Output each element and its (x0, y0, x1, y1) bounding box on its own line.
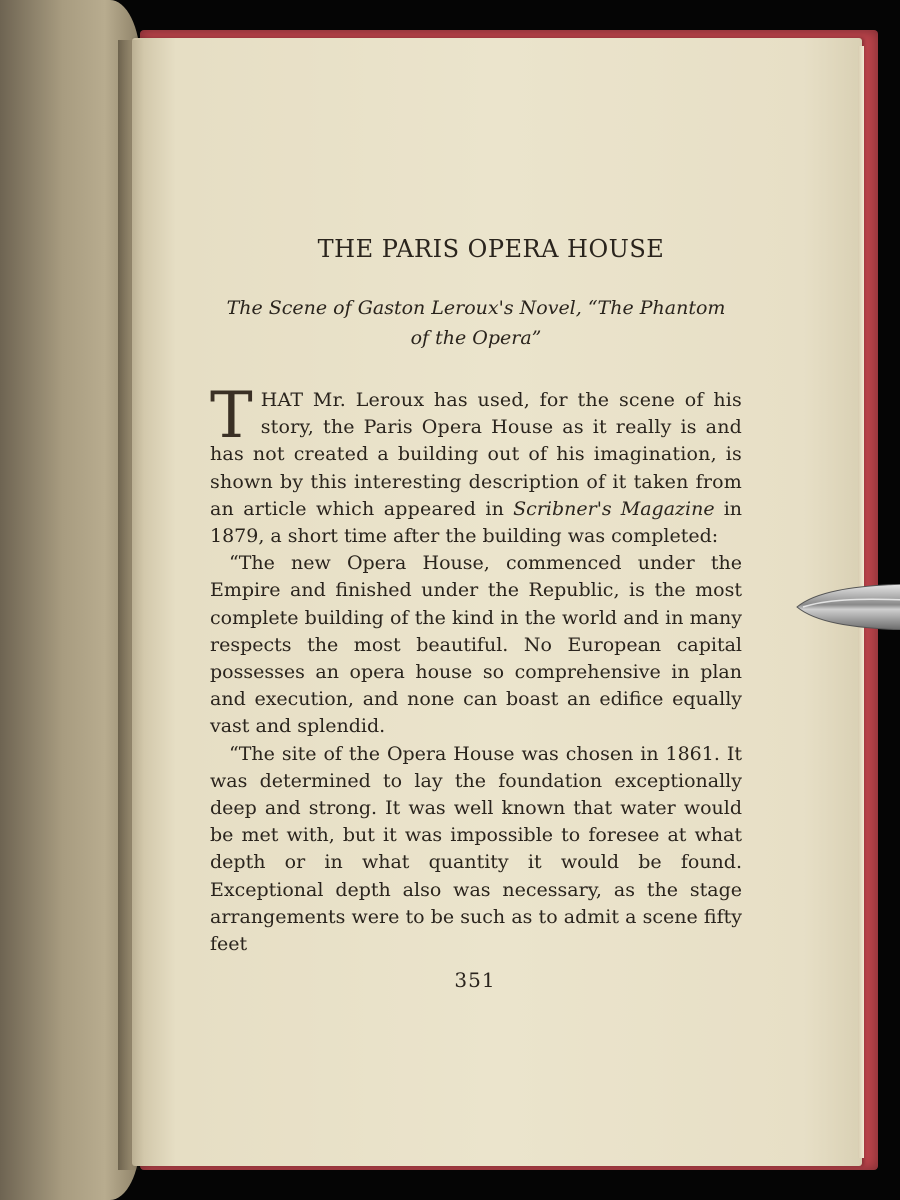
page-subtitle (210, 293, 742, 353)
paragraph-1-lead: HAT Mr. Leroux has used, for the scene of his story, the Paris Opera House as it really is and has not created a building out of his imagination, is shown by this interesting description of it taken from an article which appeared in (210, 389, 742, 520)
page-number: 351 (454, 968, 496, 992)
subtitle-line-2: of the Opera” (410, 327, 542, 349)
paragraph-2: “The new Opera House, commenced under the Empire and finished under the Republic, is the most complete building of the kind in the world and in many respects the most beautiful. No European capital possesses an opera house so comprehensive in plan and execution, and none can boast an edifice equally vast and splendid. (210, 552, 742, 738)
magazine-name: Scribner's Magazine (513, 497, 715, 520)
paragraph-1 (210, 379, 743, 550)
book-gutter (118, 40, 144, 1170)
page-title: THE PARIS OPERA HOUSE (317, 235, 665, 263)
paragraph-1-tail: in 1879, a short time after the building was completed: (210, 497, 743, 548)
bookmark-clip-icon (795, 584, 900, 630)
paragraph-3: “The site of the Opera House was chosen in 1861. It was determined to lay the foundation exceptionally deep and strong. It was well known that water would be met with, but it was impossible to foresee at what depth or in what quantity it would be found. Exceptional depth also was necessary, as the stage arrangements were to be such as to admit a scene fifty feet (210, 742, 742, 956)
drop-cap: T (210, 379, 253, 453)
subtitle-line-1: The Scene of Gaston Leroux's Novel, “The Phantom (226, 297, 726, 319)
page-text (210, 235, 742, 958)
